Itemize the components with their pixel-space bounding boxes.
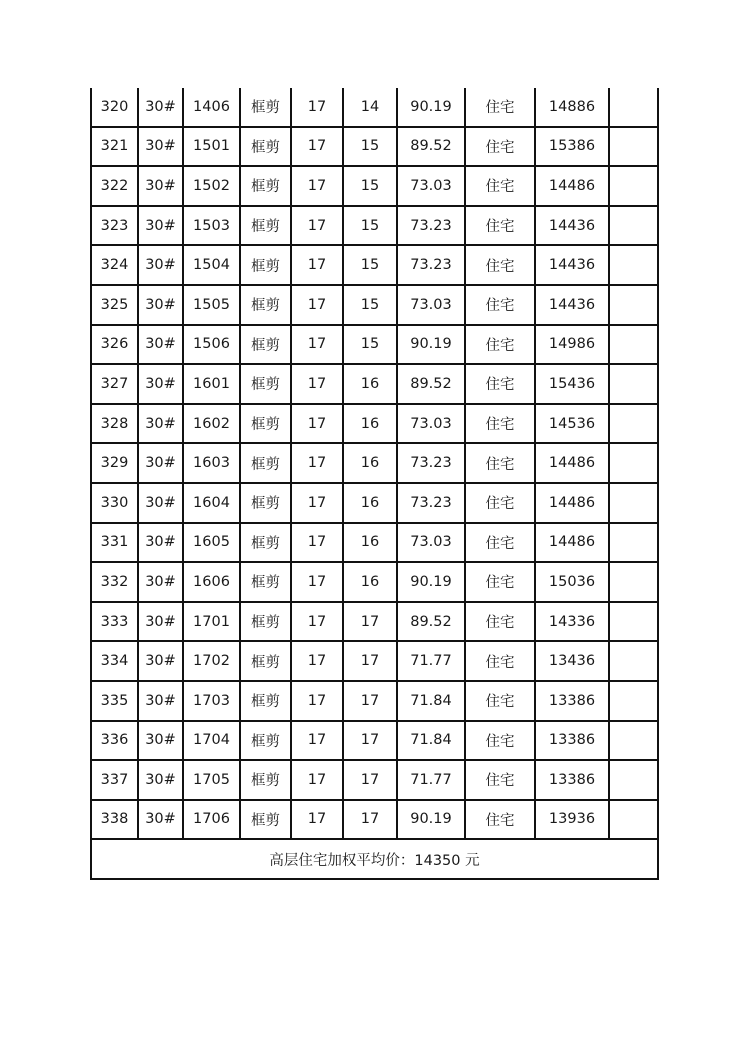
remarks-cell (609, 681, 658, 721)
unit-number-cell: 1506 (183, 325, 240, 365)
unit-number-cell: 1505 (183, 285, 240, 325)
unit-price-cell: 14486 (535, 166, 609, 206)
structure-cell: 框剪 (240, 364, 291, 404)
area-cell: 89.52 (397, 127, 465, 167)
row-number-cell: 324 (91, 245, 138, 285)
structure-cell: 框剪 (240, 562, 291, 602)
table-row (91, 721, 658, 761)
building-cell: 30# (138, 443, 183, 483)
unit-number-cell: 1504 (183, 245, 240, 285)
usage-cell: 住宅 (465, 245, 535, 285)
total-floors-cell: 17 (291, 562, 343, 602)
unit-number-cell: 1604 (183, 483, 240, 523)
table-row (91, 364, 658, 404)
unit-price-cell: 13386 (535, 760, 609, 800)
floor-cell: 17 (343, 760, 397, 800)
unit-price-cell: 15386 (535, 127, 609, 167)
row-number-cell: 329 (91, 443, 138, 483)
usage-cell: 住宅 (465, 206, 535, 246)
remarks-cell (609, 602, 658, 642)
unit-number-cell: 1603 (183, 443, 240, 483)
usage-cell: 住宅 (465, 404, 535, 444)
building-cell: 30# (138, 206, 183, 246)
row-number-cell: 338 (91, 800, 138, 840)
floor-cell: 16 (343, 404, 397, 444)
building-cell: 30# (138, 127, 183, 167)
usage-cell: 住宅 (465, 88, 535, 127)
building-cell: 30# (138, 562, 183, 602)
structure-cell: 框剪 (240, 166, 291, 206)
unit-price-cell: 14486 (535, 523, 609, 563)
remarks-cell (609, 245, 658, 285)
unit-number-cell: 1701 (183, 602, 240, 642)
floor-cell: 15 (343, 206, 397, 246)
table-row (91, 88, 658, 127)
usage-cell: 住宅 (465, 602, 535, 642)
usage-cell: 住宅 (465, 325, 535, 365)
usage-cell: 住宅 (465, 127, 535, 167)
unit-price-cell: 14436 (535, 285, 609, 325)
area-cell: 90.19 (397, 562, 465, 602)
structure-cell: 框剪 (240, 443, 291, 483)
floor-cell: 15 (343, 325, 397, 365)
building-cell: 30# (138, 285, 183, 325)
structure-cell: 框剪 (240, 602, 291, 642)
building-cell: 30# (138, 602, 183, 642)
building-cell: 30# (138, 760, 183, 800)
table-row (91, 206, 658, 246)
unit-number-cell: 1702 (183, 641, 240, 681)
total-floors-cell: 17 (291, 760, 343, 800)
total-floors-cell: 17 (291, 206, 343, 246)
structure-cell: 框剪 (240, 483, 291, 523)
row-number-cell: 337 (91, 760, 138, 800)
remarks-cell (609, 483, 658, 523)
usage-cell: 住宅 (465, 641, 535, 681)
floor-cell: 15 (343, 127, 397, 167)
unit-number-cell: 1406 (183, 88, 240, 127)
structure-cell: 框剪 (240, 641, 291, 681)
table-row (91, 681, 658, 721)
unit-number-cell: 1502 (183, 166, 240, 206)
table-row (91, 245, 658, 285)
remarks-cell (609, 206, 658, 246)
total-floors-cell: 17 (291, 127, 343, 167)
unit-price-cell: 14886 (535, 88, 609, 127)
row-number-cell: 332 (91, 562, 138, 602)
remarks-cell (609, 325, 658, 365)
total-floors-cell: 17 (291, 443, 343, 483)
remarks-cell (609, 88, 658, 127)
row-number-cell: 320 (91, 88, 138, 127)
table-row (91, 325, 658, 365)
structure-cell: 框剪 (240, 681, 291, 721)
building-cell: 30# (138, 166, 183, 206)
row-number-cell: 336 (91, 721, 138, 761)
usage-cell: 住宅 (465, 681, 535, 721)
table-row (91, 483, 658, 523)
usage-cell: 住宅 (465, 443, 535, 483)
total-floors-cell: 17 (291, 404, 343, 444)
table-row (91, 800, 658, 840)
remarks-cell (609, 127, 658, 167)
unit-number-cell: 1503 (183, 206, 240, 246)
total-floors-cell: 17 (291, 523, 343, 563)
building-cell: 30# (138, 641, 183, 681)
usage-cell: 住宅 (465, 523, 535, 563)
total-floors-cell: 17 (291, 483, 343, 523)
remarks-cell (609, 641, 658, 681)
usage-cell: 住宅 (465, 721, 535, 761)
structure-cell: 框剪 (240, 127, 291, 167)
floor-cell: 16 (343, 443, 397, 483)
summary-row (91, 839, 658, 879)
unit-price-cell: 15436 (535, 364, 609, 404)
row-number-cell: 327 (91, 364, 138, 404)
area-cell: 73.03 (397, 166, 465, 206)
structure-cell: 框剪 (240, 800, 291, 840)
table-row (91, 127, 658, 167)
area-cell: 73.23 (397, 443, 465, 483)
floor-cell: 17 (343, 641, 397, 681)
table-row (91, 166, 658, 206)
area-cell: 73.03 (397, 404, 465, 444)
table-row (91, 641, 658, 681)
unit-number-cell: 1606 (183, 562, 240, 602)
building-cell: 30# (138, 404, 183, 444)
row-number-cell: 334 (91, 641, 138, 681)
structure-cell: 框剪 (240, 523, 291, 563)
area-cell: 73.03 (397, 523, 465, 563)
total-floors-cell: 17 (291, 285, 343, 325)
row-number-cell: 335 (91, 681, 138, 721)
floor-cell: 15 (343, 245, 397, 285)
unit-price-cell: 14486 (535, 483, 609, 523)
total-floors-cell: 17 (291, 800, 343, 840)
unit-number-cell: 1703 (183, 681, 240, 721)
total-floors-cell: 17 (291, 166, 343, 206)
remarks-cell (609, 443, 658, 483)
unit-price-cell: 14536 (535, 404, 609, 444)
floor-cell: 17 (343, 721, 397, 761)
unit-price-cell: 13386 (535, 721, 609, 761)
remarks-cell (609, 285, 658, 325)
building-cell: 30# (138, 483, 183, 523)
usage-cell: 住宅 (465, 285, 535, 325)
usage-cell: 住宅 (465, 483, 535, 523)
building-cell: 30# (138, 88, 183, 127)
unit-price-cell: 14436 (535, 206, 609, 246)
area-cell: 73.23 (397, 206, 465, 246)
area-cell: 90.19 (397, 800, 465, 840)
unit-number-cell: 1704 (183, 721, 240, 761)
remarks-cell (609, 760, 658, 800)
usage-cell: 住宅 (465, 800, 535, 840)
building-cell: 30# (138, 721, 183, 761)
area-cell: 89.52 (397, 602, 465, 642)
row-number-cell: 322 (91, 166, 138, 206)
area-cell: 71.77 (397, 760, 465, 800)
unit-price-cell: 15036 (535, 562, 609, 602)
total-floors-cell: 17 (291, 602, 343, 642)
floor-cell: 16 (343, 483, 397, 523)
unit-number-cell: 1501 (183, 127, 240, 167)
structure-cell: 框剪 (240, 325, 291, 365)
table-row (91, 443, 658, 483)
remarks-cell (609, 562, 658, 602)
total-floors-cell: 17 (291, 364, 343, 404)
unit-price-cell: 13936 (535, 800, 609, 840)
floor-cell: 17 (343, 800, 397, 840)
table-body (91, 88, 658, 879)
row-number-cell: 331 (91, 523, 138, 563)
table-row (91, 285, 658, 325)
structure-cell: 框剪 (240, 285, 291, 325)
row-number-cell: 330 (91, 483, 138, 523)
area-cell: 89.52 (397, 364, 465, 404)
building-cell: 30# (138, 681, 183, 721)
row-number-cell: 326 (91, 325, 138, 365)
row-number-cell: 333 (91, 602, 138, 642)
structure-cell: 框剪 (240, 88, 291, 127)
total-floors-cell: 17 (291, 641, 343, 681)
floor-cell: 15 (343, 166, 397, 206)
unit-number-cell: 1705 (183, 760, 240, 800)
unit-number-cell: 1601 (183, 364, 240, 404)
building-cell: 30# (138, 245, 183, 285)
usage-cell: 住宅 (465, 562, 535, 602)
unit-price-cell: 14436 (535, 245, 609, 285)
floor-cell: 17 (343, 602, 397, 642)
unit-number-cell: 1706 (183, 800, 240, 840)
structure-cell: 框剪 (240, 245, 291, 285)
unit-price-cell: 14986 (535, 325, 609, 365)
structure-cell: 框剪 (240, 404, 291, 444)
structure-cell: 框剪 (240, 206, 291, 246)
floor-cell: 17 (343, 681, 397, 721)
unit-price-cell: 14486 (535, 443, 609, 483)
floor-cell: 16 (343, 364, 397, 404)
remarks-cell (609, 800, 658, 840)
remarks-cell (609, 364, 658, 404)
unit-number-cell: 1602 (183, 404, 240, 444)
building-cell: 30# (138, 364, 183, 404)
area-cell: 71.84 (397, 721, 465, 761)
unit-price-cell: 13386 (535, 681, 609, 721)
structure-cell: 框剪 (240, 721, 291, 761)
area-cell: 73.23 (397, 483, 465, 523)
price-table (90, 88, 659, 880)
area-cell: 90.19 (397, 88, 465, 127)
table-row (91, 404, 658, 444)
row-number-cell: 325 (91, 285, 138, 325)
remarks-cell (609, 523, 658, 563)
structure-cell: 框剪 (240, 760, 291, 800)
table-row (91, 562, 658, 602)
total-floors-cell: 17 (291, 325, 343, 365)
remarks-cell (609, 166, 658, 206)
weighted-average-price: 高层住宅加权平均价：14350 元 (91, 839, 658, 879)
unit-number-cell: 1605 (183, 523, 240, 563)
floor-cell: 15 (343, 285, 397, 325)
area-cell: 71.84 (397, 681, 465, 721)
area-cell: 71.77 (397, 641, 465, 681)
usage-cell: 住宅 (465, 166, 535, 206)
unit-price-cell: 13436 (535, 641, 609, 681)
area-cell: 90.19 (397, 325, 465, 365)
building-cell: 30# (138, 523, 183, 563)
row-number-cell: 323 (91, 206, 138, 246)
usage-cell: 住宅 (465, 760, 535, 800)
floor-cell: 16 (343, 523, 397, 563)
total-floors-cell: 17 (291, 721, 343, 761)
table-row (91, 760, 658, 800)
total-floors-cell: 17 (291, 245, 343, 285)
unit-price-cell: 14336 (535, 602, 609, 642)
building-cell: 30# (138, 325, 183, 365)
table-row (91, 523, 658, 563)
row-number-cell: 321 (91, 127, 138, 167)
floor-cell: 16 (343, 562, 397, 602)
building-cell: 30# (138, 800, 183, 840)
area-cell: 73.23 (397, 245, 465, 285)
floor-cell: 14 (343, 88, 397, 127)
total-floors-cell: 17 (291, 88, 343, 127)
remarks-cell (609, 404, 658, 444)
remarks-cell (609, 721, 658, 761)
table-row (91, 602, 658, 642)
total-floors-cell: 17 (291, 681, 343, 721)
row-number-cell: 328 (91, 404, 138, 444)
usage-cell: 住宅 (465, 364, 535, 404)
area-cell: 73.03 (397, 285, 465, 325)
